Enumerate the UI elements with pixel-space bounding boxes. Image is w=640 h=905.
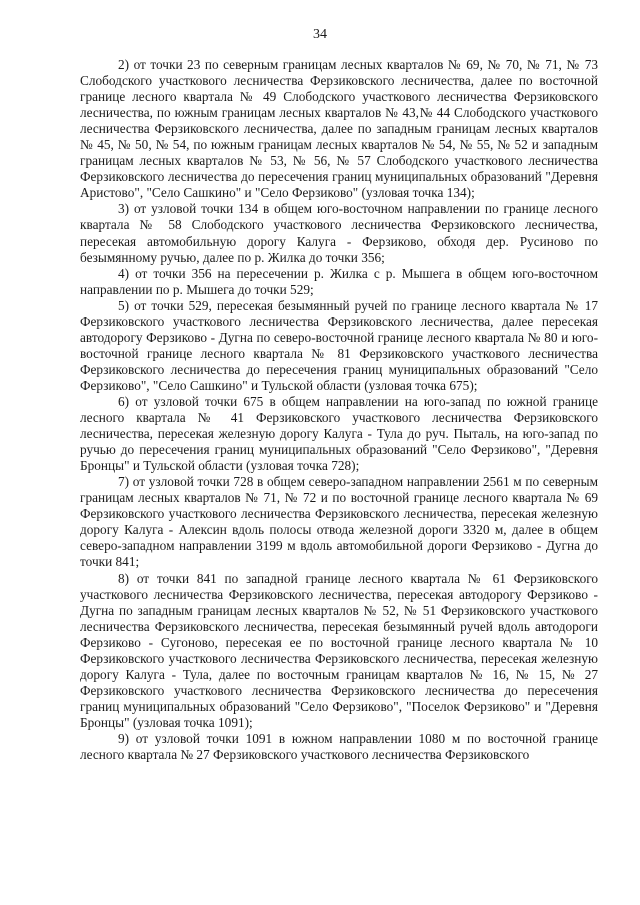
paragraph-item-8: 8) от точки 841 по западной границе лесного квартала № 61 Ферзиковского участкового лесничества Ферзиковского лесничества, пересекая автодорогу Ферзиково - Дугна по западным границам лесных кварталов № 52, № 51 Ферзиковского участкового лесничества Ферзиковского лесничества, пересекая безымянный ручей вдоль автодороги Ферзиково - Сугоново, пересекая ее по восточной границе лесного квартала № 10 Ферзиковского участкового лесничества Ферзиковского лесничества, пересекая железную дорогу Калуга - Тула, далее по восточным границам кварталов № 16, № 15, № 27 Ферзиковского участкового лесничества Ферзиковского лесничества до пересечения границ муниципальных образований "Село Ферзиково", "Поселок Ферзиково" и "Деревня Бронцы" (узловая точка 1091); [80, 570, 598, 730]
paragraph-item-6: 6) от узловой точки 675 в общем направлении на юго-запад по южной границе лесного квартала № 41 Ферзиковского участкового лесничества Ферзиковского лесничества, пересекая железную дорогу Калуга - Тула до руч. Пыталь, на юго-запад по ручью до пересечения границ муниципальных образований "Село Ферзиково", "Деревня Бронцы" и Тульской области (узловая точка 728); [80, 393, 598, 474]
page-number: 34 [313, 27, 327, 42]
paragraph-item-7: 7) от узловой точки 728 в общем северо-западном направлении 2561 м по северным границам лесных кварталов № 71, № 72 и по восточной границе лесного квартала № 69 Ферзиковского участкового лесничества Ферзиковского лесничества, пересекая железную дорогу Калуга - Алексин вдоль полосы отвода железной дороги 3320 м, далее в общем северо-западном направлении 3199 м вдоль автомобильной дороги Ферзиково - Дугна до точки 841; [80, 474, 598, 570]
paragraph-item-4: 4) от точки 356 на пересечении р. Жилка с р. Мышега в общем юго-восточном направлении по р. Мышега до точки 529; [80, 265, 598, 297]
paragraph-item-2: 2) от точки 23 по северным границам лесных кварталов № 69, № 70, № 71, № 73 Слободского участкового лесничества Ферзиковского лесничества, далее по восточной границе лесного квартала № 49 Слободского участкового лесничества Ферзиковского лесничества, по южным границам лесных кварталов № 43,№ 44 Слободского участкового лесничества Ферзиковского лесничества, далее по западным границам лесных кварталов № 45, № 50, № 54, по южным границам лесных кварталов № 54, № 55, № 52 и западным границам лесных кварталов № 53, № 56, № 57 Слободского участкового лесничества Ферзиковского лесничества до пересечения границ муниципальных образований "Деревня Аристово", "Село Сашкино" и "Село Ферзиково" (узловая точка 134); [80, 57, 598, 201]
document-body [80, 57, 598, 763]
paragraph-item-5: 5) от точки 529, пересекая безымянный ручей по границе лесного квартала № 17 Ферзиковского участкового лесничества Ферзиковского лесничества, далее пересекая автодорогу Ферзиково - Дугна по северо-восточной границе лесного квартала № 80 и юго-восточной границе лесного квартала № 81 Ферзиковского участкового лесничества Ферзиковского лесничества до пересечения границ муниципальных образований "Село Ферзиково", "Село Сашкино" и Тульской области (узловая точка 675); [80, 297, 598, 393]
paragraph-item-9: 9) от узловой точки 1091 в южном направлении 1080 м по восточной границе лесного квартала № 27 Ферзиковского участкового лесничества Ферзиковского [80, 730, 598, 763]
paragraph-item-3: 3) от узловой точки 134 в общем юго-восточном направлении по границе лесного квартала № 58 Слободского участкового лесничества Ферзиковского лесничества, пересекая автомобильную дорогу Калуга - Ферзиково, обходя дер. Русиново по безымянному ручью, далее по р. Жилка до точки 356; [80, 201, 598, 265]
